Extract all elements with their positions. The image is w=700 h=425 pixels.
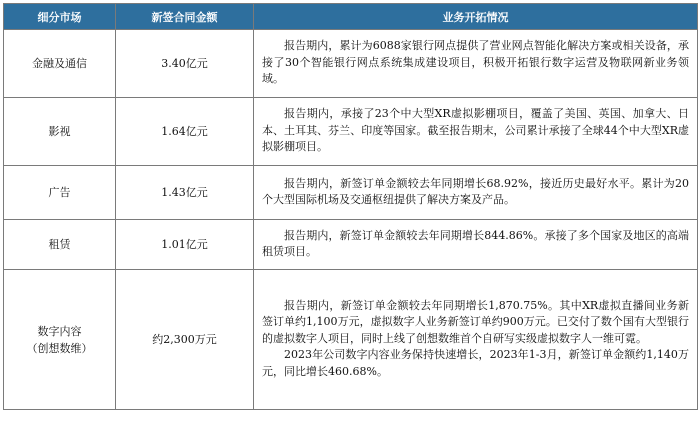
segment-cell: [4, 270, 116, 410]
description-text: 报告期内，承接了23个中大型XR虚拟影棚项目，覆盖了美国、英国、加拿大、日本、土耳其、芬兰、印度等国家。截至报告期末，公司累计承接了全球44个中大型XR虚拟影棚项目。: [262, 107, 689, 154]
header-description: 业务开拓情况: [254, 4, 698, 30]
table-header-row: [4, 4, 698, 30]
amount-cell: 约2,300万元: [116, 270, 254, 410]
description-text-2: 2023年公司数字内容业务保持快速增长，2023年1-3月，新签订单金额约1,140万元，同比增长460.68%。: [262, 348, 689, 378]
description-cell: [254, 30, 698, 98]
segment-line-2: （创想数维）: [26, 341, 93, 355]
header-amount: 新签合同金额: [116, 4, 254, 30]
description-cell: [254, 166, 698, 220]
segment-cell: 影视: [4, 98, 116, 166]
amount-cell: 3.40亿元: [116, 30, 254, 98]
business-table: [3, 3, 698, 410]
description-text: 报告期内，累计为6088家银行网点提供了营业网点智能化解决方案或相关设备，承接了30个智能银行网点系统集成建设项目，积极开拓银行数字运营及物联网新业务领域。: [262, 39, 689, 86]
header-segment: 细分市场: [4, 4, 116, 30]
amount-cell: 1.43亿元: [116, 166, 254, 220]
description-text: 报告期内，新签订单金额较去年同期增长1,870.75%。其中XR虚拟直播间业务新签订单约1,100万元，虚拟数字人业务新签订单约900万元。已交付了数个国有大型银行的虚拟数字人项目，同时上线了创想数维首个自研写实级虚拟数字人一维可霓。: [262, 298, 689, 345]
table-row: [4, 220, 698, 270]
table-row: [4, 166, 698, 220]
amount-cell: 1.64亿元: [116, 98, 254, 166]
business-table-container: [3, 3, 697, 410]
segment-cell: 租赁: [4, 220, 116, 270]
description-text: 报告期内，新签订单金额较去年同期增长68.92%，接近历史最好水平。累计为20个大型国际机场及交通枢纽提供了解决方案及产品。: [262, 176, 689, 206]
table-row: [4, 270, 698, 410]
table-row: [4, 30, 698, 98]
description-text: 报告期内，新签订单金额较去年同期增长844.86%。承接了多个国家及地区的高端租赁项目。: [262, 228, 689, 258]
amount-cell: 1.01亿元: [116, 220, 254, 270]
segment-cell: 金融及通信: [4, 30, 116, 98]
description-cell: [254, 220, 698, 270]
description-cell: [254, 270, 698, 410]
description-cell: [254, 98, 698, 166]
segment-cell: 广告: [4, 166, 116, 220]
table-row: [4, 98, 698, 166]
segment-line-1: 数字内容: [37, 324, 82, 338]
